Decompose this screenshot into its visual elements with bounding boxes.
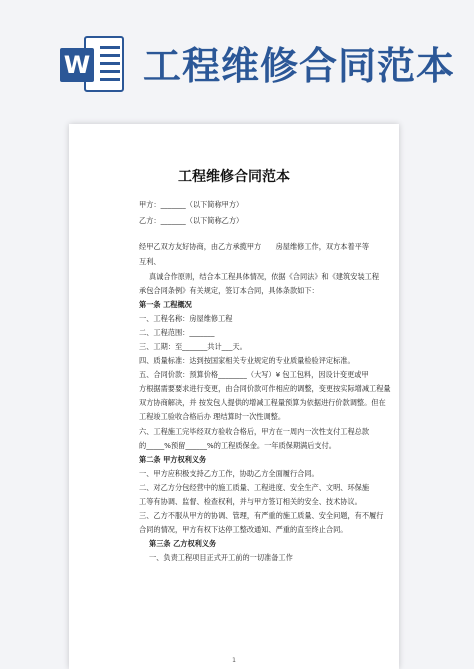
paragraph-line: 的_____%预留______%的工程质保金。一年质保期满后支付。 bbox=[139, 441, 336, 450]
paragraph-line: 方根据需要要求进行变更，由合同价款可作相应的调整，变更按实际增减工程量 bbox=[139, 384, 391, 393]
list-item: 一、工程名称：房屋维修工程 bbox=[139, 314, 233, 323]
list-item: 五、合同价款：预算价格________（大写）¥ 包工包料，因设计变更或甲 bbox=[139, 370, 369, 379]
paragraph-line: 工程竣工验收合格后办 理结算时一次性调整。 bbox=[139, 412, 286, 421]
paragraph-line: 承包合同条例》有关规定，签订本合同，具体条款如下： bbox=[139, 286, 319, 295]
paragraph-line: 合同的情况，甲方有权下达停工整改通知、严重的直至终止合同。 bbox=[139, 525, 348, 534]
paragraph-line: 真诚合作原则，结合本工程具体情况，依据《合同法》和《建筑安装工程 bbox=[149, 272, 380, 281]
paragraph-line: 工等有协调、监督、检查权利，并与甲方签订相关的安全、技术协议。 bbox=[139, 497, 362, 506]
list-item: 三、乙方不服从甲方的协调、管理，有严重的施工质量、安全问题，有不履行 bbox=[139, 511, 384, 520]
word-icon bbox=[60, 36, 126, 94]
page-number: 1 bbox=[232, 657, 236, 664]
section-heading: 第一条 工程概况 bbox=[139, 300, 192, 309]
document-title: 工程维修合同范本 bbox=[178, 169, 290, 185]
header-banner bbox=[0, 0, 474, 120]
word-badge: W bbox=[60, 48, 94, 82]
page-title: 工程维修合同范本 bbox=[143, 44, 456, 88]
list-item: 六、工程施工完毕经双方验收合格后，甲方在一周内一次性支付工程总款 bbox=[139, 427, 370, 436]
party-b-line: 乙方：_______（以下简称乙方） bbox=[139, 216, 244, 225]
paragraph-line: 互利、 bbox=[139, 257, 161, 266]
list-item: 一、甲方应积极支持乙方工作，协助乙方全面履行合同。 bbox=[139, 469, 319, 478]
section-heading: 第二条 甲方权利义务 bbox=[139, 455, 207, 464]
party-a-line: 甲方：_______（以下简称甲方） bbox=[139, 200, 244, 209]
paragraph-line: 双方协商解决，并 按发包人提供的增减工程量预算为依据进行价款调整。但在 bbox=[139, 398, 386, 407]
list-item: 四、质量标准：达到按国家相关专业规定的专业质量检验评定标准。 bbox=[139, 356, 355, 365]
list-item: 二、对乙方分包经营中的施工质量、工程进度、安全生产、文明、环保施 bbox=[139, 483, 370, 492]
section-heading: 第三条 乙方权利义务 bbox=[149, 539, 217, 548]
list-item: 二、工程范围：_______ bbox=[139, 328, 215, 337]
document-page bbox=[69, 124, 399, 669]
list-item: 一、负责工程项目正式开工前的一切准备工作 bbox=[149, 553, 293, 562]
paragraph-line: 经甲乙双方友好协商，由乙方承揽甲方 房屋维修工作，双方本着平等 bbox=[139, 242, 370, 251]
list-item: 三、工期：至_______共计___天。 bbox=[139, 342, 247, 351]
